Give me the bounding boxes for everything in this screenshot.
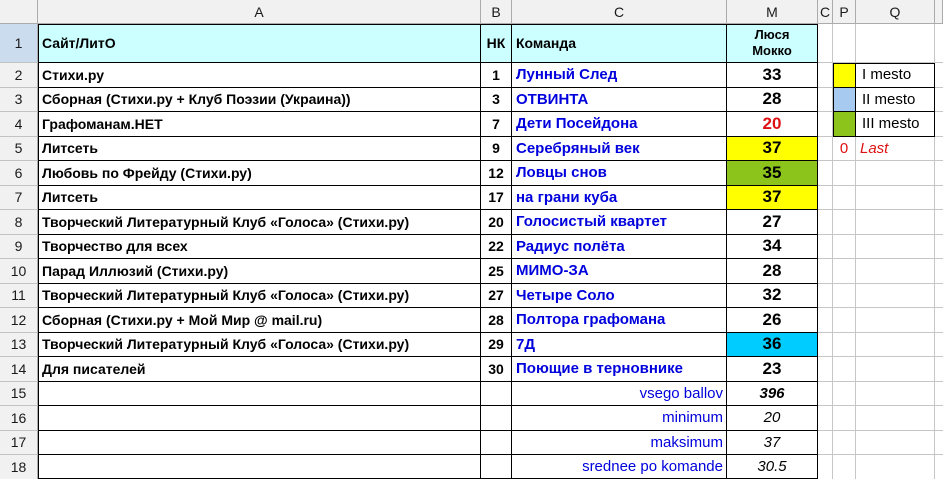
- row-header-12[interactable]: 12: [0, 308, 38, 333]
- sheet-row-7: [0, 186, 943, 211]
- cell-M17[interactable]: 37: [727, 431, 818, 456]
- cell-Q14[interactable]: [856, 357, 935, 382]
- cell-B1[interactable]: НК: [481, 24, 512, 63]
- sheet-row-11: [0, 284, 943, 309]
- col-header-P[interactable]: P: [833, 0, 856, 24]
- cell-A15[interactable]: [38, 382, 481, 407]
- cell-M4[interactable]: 20: [727, 112, 818, 137]
- col-header-N[interactable]: C: [818, 0, 833, 24]
- cell-A7[interactable]: Литсеть: [38, 186, 481, 211]
- cell-C16[interactable]: minimum: [512, 406, 727, 431]
- cell-P17[interactable]: [833, 431, 856, 456]
- cell-M2[interactable]: 33: [727, 63, 818, 88]
- cell-A3[interactable]: Сборная (Стихи.ру + Клуб Поэзии (Украина)): [38, 88, 481, 113]
- col-header-Q[interactable]: Q: [856, 0, 935, 24]
- row-header-18[interactable]: 18: [0, 455, 38, 479]
- cell-Q13[interactable]: [856, 333, 935, 358]
- sheet-row-3: [0, 88, 943, 113]
- cell-A9[interactable]: Творчество для всех: [38, 235, 481, 260]
- sheet-row-15: [0, 382, 943, 407]
- cell-M7[interactable]: 37: [727, 186, 818, 211]
- cell-M1[interactable]: [727, 24, 818, 63]
- cell-M5[interactable]: 37: [727, 137, 818, 162]
- row-header-10[interactable]: 10: [0, 259, 38, 284]
- cell-line: Люся: [754, 27, 790, 42]
- cell-C6[interactable]: Ловцы снов: [512, 161, 727, 186]
- sheet-row-18: [0, 455, 943, 479]
- col-header-M[interactable]: M: [727, 0, 818, 24]
- cell-R9[interactable]: [935, 235, 943, 260]
- cell-A1[interactable]: Сайт/ЛитО: [38, 24, 481, 63]
- cell-C5[interactable]: Серебряный век: [512, 137, 727, 162]
- cell-C18[interactable]: srednee po komande: [512, 455, 727, 479]
- cell-B4[interactable]: 7: [481, 112, 512, 137]
- sheet-row-10: [0, 259, 943, 284]
- cell-A4[interactable]: Графоманам.НЕТ: [38, 112, 481, 137]
- cell-B16[interactable]: [481, 406, 512, 431]
- cell-M15[interactable]: 396: [727, 382, 818, 407]
- cell-R2[interactable]: [935, 63, 943, 88]
- cell-M12[interactable]: 26: [727, 308, 818, 333]
- cell-M9[interactable]: 34: [727, 235, 818, 260]
- cell-R6[interactable]: [935, 161, 943, 186]
- cell-Q15[interactable]: [856, 382, 935, 407]
- cell-C3[interactable]: ОТВИНТА: [512, 88, 727, 113]
- cell-P9[interactable]: [833, 235, 856, 260]
- sheet-row-1: [0, 24, 943, 63]
- sheet-row-13: [0, 333, 943, 358]
- cell-N7[interactable]: [818, 186, 833, 211]
- cell-R5[interactable]: [935, 137, 943, 162]
- cell-A10[interactable]: Парад Иллюзий (Стихи.ру): [38, 259, 481, 284]
- cell-P14[interactable]: [833, 357, 856, 382]
- cell-P1[interactable]: [833, 24, 856, 63]
- row-header-2[interactable]: 2: [0, 63, 38, 88]
- cell-B18[interactable]: [481, 455, 512, 479]
- legend-label-first-place[interactable]: I mesto: [856, 63, 935, 88]
- cell-N13[interactable]: [818, 333, 833, 358]
- sheet-row-5: [0, 137, 943, 162]
- cell-C9[interactable]: Радиус полёта: [512, 235, 727, 260]
- legend-swatch-third-place[interactable]: [833, 112, 856, 137]
- cell-C1[interactable]: Команда: [512, 24, 727, 63]
- cell-A8[interactable]: Творческий Литературный Клуб «Голоса» (Стихи.ру): [38, 210, 481, 235]
- cell-M10[interactable]: 28: [727, 259, 818, 284]
- cell-R13[interactable]: [935, 333, 943, 358]
- cell-Q11[interactable]: [856, 284, 935, 309]
- sheet-row-8: [0, 210, 943, 235]
- cell-R8[interactable]: [935, 210, 943, 235]
- cell-N18[interactable]: [818, 455, 833, 479]
- cell-B15[interactable]: [481, 382, 512, 407]
- row-header-9[interactable]: 9: [0, 235, 38, 260]
- cell-A16[interactable]: [38, 406, 481, 431]
- cell-A17[interactable]: [38, 431, 481, 456]
- cell-R17[interactable]: [935, 431, 943, 456]
- cell-Q17[interactable]: [856, 431, 935, 456]
- cell-P16[interactable]: [833, 406, 856, 431]
- cell-C15[interactable]: vsego ballov: [512, 382, 727, 407]
- sheet-row-16: [0, 406, 943, 431]
- cell-M14[interactable]: 23: [727, 357, 818, 382]
- column-header-row: [0, 0, 943, 24]
- cell-P18[interactable]: [833, 455, 856, 479]
- row-header-8[interactable]: 8: [0, 210, 38, 235]
- row-header-11[interactable]: 11: [0, 284, 38, 309]
- cell-R14[interactable]: [935, 357, 943, 382]
- cell-Q8[interactable]: [856, 210, 935, 235]
- cell-N8[interactable]: [818, 210, 833, 235]
- cell-B12[interactable]: 28: [481, 308, 512, 333]
- cell-C7[interactable]: на грани куба: [512, 186, 727, 211]
- cell-C14[interactable]: Поющие в терновнике: [512, 357, 727, 382]
- row-header-13[interactable]: 13: [0, 333, 38, 358]
- col-header-B[interactable]: B: [481, 0, 512, 24]
- row-header-3[interactable]: 3: [0, 88, 38, 113]
- cell-C13[interactable]: 7Д: [512, 333, 727, 358]
- cell-N14[interactable]: [818, 357, 833, 382]
- legend-swatch-second-place[interactable]: [833, 88, 856, 113]
- sheet-row-12: [0, 308, 943, 333]
- cell-C8[interactable]: Голосистый квартет: [512, 210, 727, 235]
- cell-R12[interactable]: [935, 308, 943, 333]
- cell-P12[interactable]: [833, 308, 856, 333]
- cell-N2[interactable]: [818, 63, 833, 88]
- col-header-R[interactable]: [935, 0, 943, 24]
- sheet-row-14: [0, 357, 943, 382]
- cell-line: Мокко: [752, 43, 792, 58]
- sheet-row-9: [0, 235, 943, 260]
- cell-P13[interactable]: [833, 333, 856, 358]
- sheet-row-4: [0, 112, 943, 137]
- row-header-4[interactable]: 4: [0, 112, 38, 137]
- legend-swatch-first-place[interactable]: [833, 63, 856, 88]
- cell-B13[interactable]: 29: [481, 333, 512, 358]
- cell-B8[interactable]: 20: [481, 210, 512, 235]
- cell-P11[interactable]: [833, 284, 856, 309]
- cell-N4[interactable]: [818, 112, 833, 137]
- cell-P6[interactable]: [833, 161, 856, 186]
- cell-Q10[interactable]: [856, 259, 935, 284]
- cell-P15[interactable]: [833, 382, 856, 407]
- cell-N3[interactable]: [818, 88, 833, 113]
- cell-M8[interactable]: 27: [727, 210, 818, 235]
- row-header-14[interactable]: 14: [0, 357, 38, 382]
- cell-A12[interactable]: Сборная (Стихи.ру + Мой Мир @ mail.ru): [38, 308, 481, 333]
- cell-N16[interactable]: [818, 406, 833, 431]
- row-header-6[interactable]: 6: [0, 161, 38, 186]
- cell-N1[interactable]: [818, 24, 833, 63]
- row-header-15[interactable]: 15: [0, 382, 38, 407]
- cell-A13[interactable]: Творческий Литературный Клуб «Голоса» (Стихи.ру): [38, 333, 481, 358]
- cell-M3[interactable]: 28: [727, 88, 818, 113]
- cell-N11[interactable]: [818, 284, 833, 309]
- cell-C12[interactable]: Полтора графомана: [512, 308, 727, 333]
- cell-P7[interactable]: [833, 186, 856, 211]
- cell-Q6[interactable]: [856, 161, 935, 186]
- cell-B17[interactable]: [481, 431, 512, 456]
- cell-M13[interactable]: 36: [727, 333, 818, 358]
- col-header-A[interactable]: A: [38, 0, 481, 24]
- cell-A14[interactable]: Для писателей: [38, 357, 481, 382]
- select-all-corner[interactable]: [0, 0, 38, 24]
- cell-C17[interactable]: maksimum: [512, 431, 727, 456]
- sheet-row-2: [0, 63, 943, 88]
- cell-Q7[interactable]: [856, 186, 935, 211]
- row-header-16[interactable]: 16: [0, 406, 38, 431]
- cell-Q18[interactable]: [856, 455, 935, 479]
- legend-label-second-place[interactable]: II mesto: [856, 88, 935, 113]
- cell-N12[interactable]: [818, 308, 833, 333]
- cell-N5[interactable]: [818, 137, 833, 162]
- cell-C4[interactable]: Дети Посейдона: [512, 112, 727, 137]
- cell-B11[interactable]: 27: [481, 284, 512, 309]
- cell-R11[interactable]: [935, 284, 943, 309]
- row-header-7[interactable]: 7: [0, 186, 38, 211]
- cell-Q16[interactable]: [856, 406, 935, 431]
- legend-label-last[interactable]: Last: [856, 137, 935, 162]
- cell-N6[interactable]: [818, 161, 833, 186]
- cell-Q12[interactable]: [856, 308, 935, 333]
- cell-B6[interactable]: 12: [481, 161, 512, 186]
- col-header-C[interactable]: C: [512, 0, 727, 24]
- cell-R4[interactable]: [935, 112, 943, 137]
- cell-R7[interactable]: [935, 186, 943, 211]
- cell-A5[interactable]: Литсеть: [38, 137, 481, 162]
- cell-B14[interactable]: 30: [481, 357, 512, 382]
- cell-Q1[interactable]: [856, 24, 935, 63]
- cell-R10[interactable]: [935, 259, 943, 284]
- cell-C2[interactable]: Лунный След: [512, 63, 727, 88]
- cell-B9[interactable]: 22: [481, 235, 512, 260]
- legend-label-third-place[interactable]: III mesto: [856, 112, 935, 137]
- cell-P10[interactable]: [833, 259, 856, 284]
- cell-M16[interactable]: 20: [727, 406, 818, 431]
- cell-A18[interactable]: [38, 455, 481, 479]
- cell-R1[interactable]: [935, 24, 943, 63]
- cell-C10[interactable]: МИМО-ЗА: [512, 259, 727, 284]
- row-header-1[interactable]: 1: [0, 24, 38, 63]
- cell-M11[interactable]: 32: [727, 284, 818, 309]
- cell-R18[interactable]: [935, 455, 943, 479]
- sheet-row-17: [0, 431, 943, 456]
- cell-Q9[interactable]: [856, 235, 935, 260]
- cell-N10[interactable]: [818, 259, 833, 284]
- cell-N9[interactable]: [818, 235, 833, 260]
- sheet-row-6: [0, 161, 943, 186]
- cell-B7[interactable]: 17: [481, 186, 512, 211]
- cell-A11[interactable]: Творческий Литературный Клуб «Голоса» (Стихи.ру): [38, 284, 481, 309]
- cell-N17[interactable]: [818, 431, 833, 456]
- cell-N15[interactable]: [818, 382, 833, 407]
- cell-A2[interactable]: Стихи.ру: [38, 63, 481, 88]
- cell-R16[interactable]: [935, 406, 943, 431]
- legend-zero-value[interactable]: 0: [833, 137, 856, 162]
- cell-M18[interactable]: 30.5: [727, 455, 818, 479]
- cell-R15[interactable]: [935, 382, 943, 407]
- cell-B2[interactable]: 1: [481, 63, 512, 88]
- cell-P8[interactable]: [833, 210, 856, 235]
- cell-B10[interactable]: 25: [481, 259, 512, 284]
- row-header-5[interactable]: 5: [0, 137, 38, 162]
- cell-R3[interactable]: [935, 88, 943, 113]
- cell-M6[interactable]: 35: [727, 161, 818, 186]
- cell-B5[interactable]: 9: [481, 137, 512, 162]
- row-header-17[interactable]: 17: [0, 431, 38, 456]
- cell-C11[interactable]: Четыре Соло: [512, 284, 727, 309]
- cell-B3[interactable]: 3: [481, 88, 512, 113]
- cell-A6[interactable]: Любовь по Фрейду (Стихи.ру): [38, 161, 481, 186]
